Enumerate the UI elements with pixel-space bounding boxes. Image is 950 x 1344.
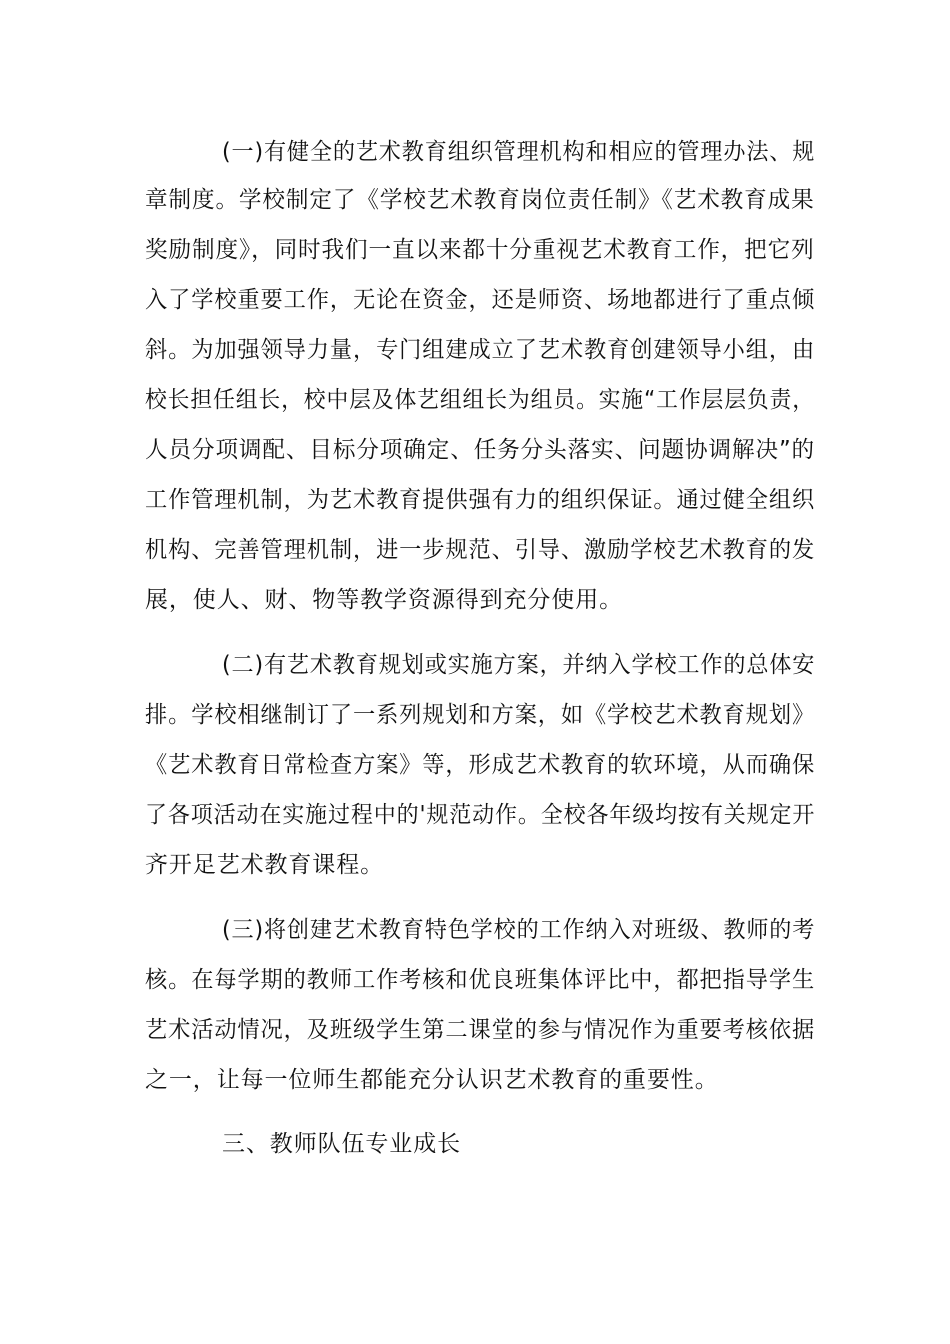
text-line: 展，使人、财、物等教学资源得到充分使用。 bbox=[145, 587, 623, 613]
text-line: 艺术活动情况，及班级学生第二课堂的参与情况作为重要考核依据 bbox=[145, 1017, 816, 1043]
text-line: 斜。为加强领导力量，专门组建成立了艺术教育创建领导小组，由 bbox=[145, 337, 816, 363]
text-line: 章制度。学校制定了《学校艺术教育岗位责任制》《艺术教育成果 bbox=[145, 187, 815, 213]
text-line: (一)有健全的艺术教育组织管理机构和相应的管理办法、规 bbox=[222, 139, 816, 165]
text-line: 核。在每学期的教师工作考核和优良班集体评比中，都把指导学生 bbox=[145, 967, 816, 993]
text-line: 排。学校相继制订了一系列规划和方案，如《学校艺术教育规划》 bbox=[145, 702, 816, 728]
text-line: 齐开足艺术教育课程。 bbox=[145, 852, 384, 878]
text-line: 校长担任组长，校中层及体艺组组长为组员。实施“工作层层负责， bbox=[145, 387, 815, 413]
section-heading: 三、教师队伍专业成长 bbox=[222, 1131, 461, 1157]
text-line: 机构、完善管理机制，进一步规范、引导、激励学校艺术教育的发 bbox=[145, 537, 816, 563]
text-line: 奖励制度》，同时我们一直以来都十分重视艺术教育工作，把它列 bbox=[145, 237, 815, 263]
text-line: 《艺术教育日常检查方案》等，形成艺术教育的软环境，从而确保 bbox=[145, 752, 816, 778]
text-line: 之一，让每一位师生都能充分认识艺术教育的重要性。 bbox=[145, 1067, 719, 1093]
text-line: (二)有艺术教育规划或实施方案，并纳入学校工作的总体安 bbox=[222, 652, 816, 678]
text-line: 入了学校重要工作，无论在资金，还是师资、场地都进行了重点倾 bbox=[145, 287, 816, 313]
text-line: 人员分项调配、目标分项确定、任务分头落实、问题协调解决”的 bbox=[145, 437, 816, 463]
text-line: (三)将创建艺术教育特色学校的工作纳入对班级、教师的考 bbox=[222, 917, 816, 943]
text-line: 工作管理机制，为艺术教育提供强有力的组织保证。通过健全组织 bbox=[145, 487, 816, 513]
text-line: 了各项活动在实施过程中的'规范动作。全校各年级均按有关规定开 bbox=[145, 802, 816, 828]
